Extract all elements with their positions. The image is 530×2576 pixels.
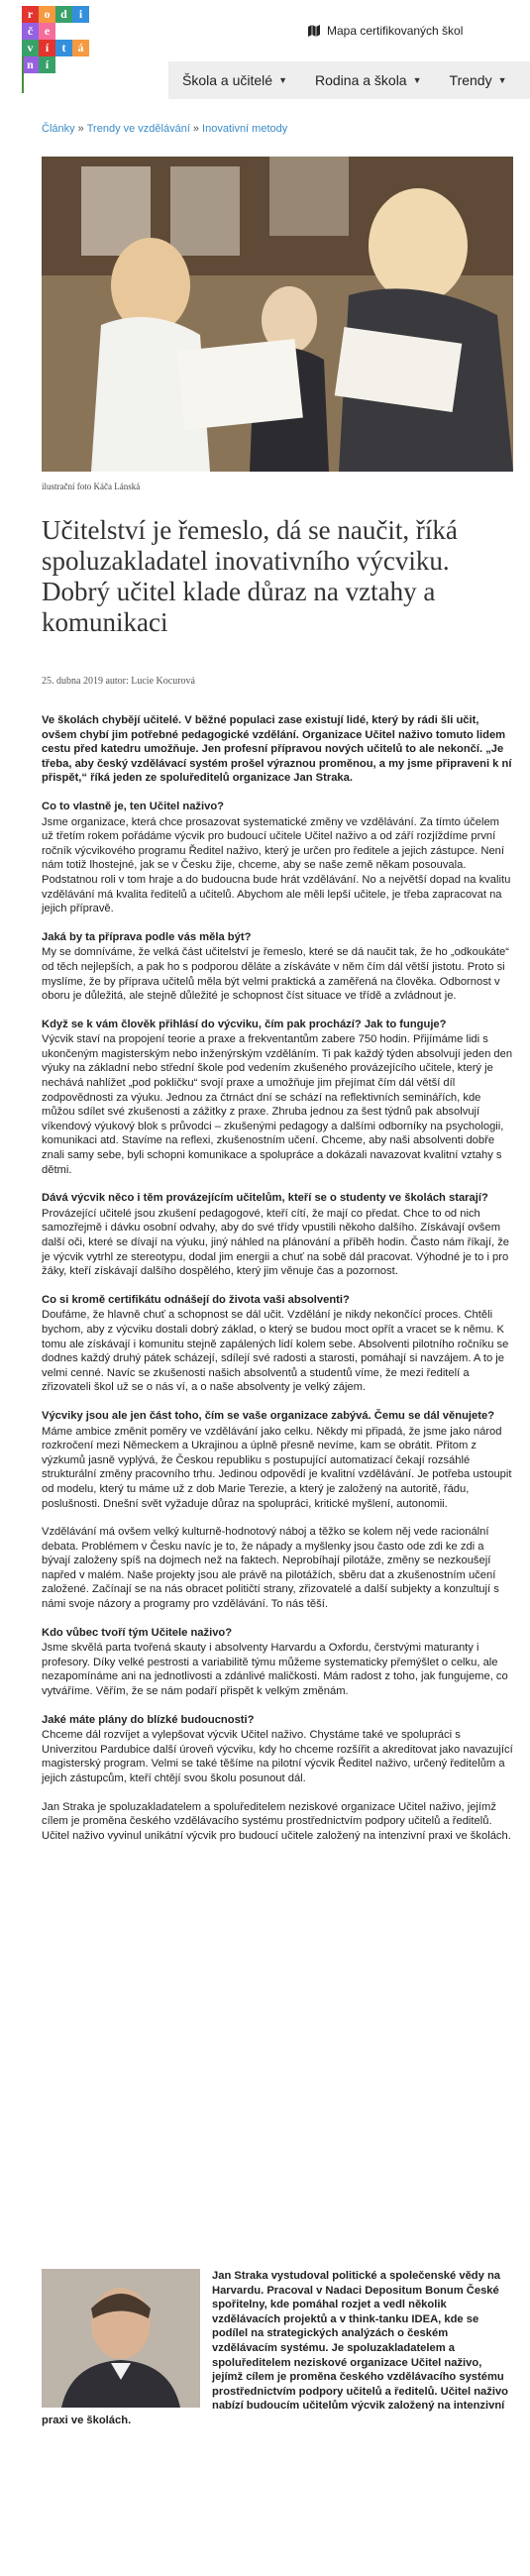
logo-letter: r [22, 6, 39, 23]
interview-question: Jaké máte plány do blízké budoucnosti? [42, 1713, 255, 1726]
article-meta: 25. dubna 2019 autor: Lucie Kocurová [42, 676, 195, 687]
nav-item-trendy[interactable] [436, 72, 521, 88]
interview-answer: Doufáme, že hlavně chuť a schopnost se dál učit. Vzdělání je nikdy nekončící proces. Chtěli bychom, aby z výcviku dostali dobrý základ, o který se budou moct opřít a vracet se k němu. K tomu ale získávají i komunitu stejně zapálených lidí kolem sebe. Absolventi pilotního ročníku se dodnes každý druhý pátek scházejí, sdílejí své radosti a starosti, pomáhají si navzájem. A to je velmi cenné. Navíc se zkušenosti našich absolventů a studentů víme, že mezi ředitelí a zřizovateli škol už se o nás ví, a o naše absolventy je velký zájem. [42, 1309, 509, 1394]
logo-letter: í [39, 56, 55, 73]
interview-answer: Výcvik staví na propojení teorie a praxe a frekventantům zabere 750 hodin. Přijímáme lidi s ukončeným magisterským nebo inženýrským vzděláním. Ti pak každý týden absolvují jeden den výuky na základní nebo střední škole pod vedením zkušeného provázejícího učitele, který je nechává nahlížet „pod pokličku“ svojí praxe a umožňuje jim přejímat čím dál větší díl zodpovědnosti za výuku. Jednou za čtrnáct dní se schází na reflektivních seminářích, kde můžou sdílet své zkušenosti a zážitky z praxe. Zhruba jednou za šest týdnů pak absolvují víkendový výukový blok s průvodci – zkušenými pedagogy a dalšími odborníky na psychologii, komunikaci atd. Stavíme na reflexi, zkušenostním učení. Chceme, aby naši absolventi dobře znali samy sebe, byli schopni komunikace a spolupráce a dokázali navazovat kvalitní vztahy s dětmi. [42, 1033, 513, 1176]
interview-question: Výcviky jsou ale jen část toho, čím se vaše organizace zabývá. Čemu se dál věnujete? [42, 1409, 495, 1422]
map-link-label: Mapa certifikovaných škol [327, 24, 464, 38]
nav-item-skola-a-ucitele[interactable] [168, 72, 301, 88]
logo-letter [72, 23, 89, 40]
logo-letter: o [39, 6, 55, 23]
interview-answer: Vzdělávání má ovšem velký kulturně-hodnotový náboj a těžko se kolem něj vede racionální debata. Problémem v Česku navíc je to, že nápady a myšlenky jsou často ode zdi ke zdi a bývají založeny spíš na dojmech než na faktech. Neprobíhají pilotáže, změny se nezkoušejí napřed v malém. Naše projekty jsou ale právě na pilotážích, sběru dat a zkušenostním učení založené. Začínají se na nás obracet političtí strany, zřizovatelé a další subjekty a konzultují s námi svoje názory a programy pro vzdělávání. To nás těší. [42, 1526, 499, 1611]
map-link[interactable] [307, 24, 463, 38]
interview-question: Co to vlastně je, ten Učitel naživo? [42, 800, 225, 812]
author-bio-text: Jan Straka vystudoval politické a společenské vědy na Harvardu. Pracoval v Nadaci Depositum Bonum České spořitelny, kde pomáhal rozjet a vedl několik vzdělávacích projektů a v think-tanku IDEA, kde se podílel na strategických analýzách o českém vzdělávacím systému. Je spoluzakladatelem a spoluředitelem neziskové organizace Učitel naživo, jejímž cílem je proměna českého vzdělávacího systému prostřednictvím podpory učitelů a ředitelů. Učitel naživo nabízí budoucím učitelům výcvik založený na intenzivní praxi ve školách. [42, 2270, 509, 2426]
nav-item-label: Škola a učitelé [182, 72, 273, 88]
article-lead: Ve školách chybějí učitelé. V běžné populaci zase existují lidé, který by rádi šli učit, ovšem chybí jim potřebné pedagogické vzdělání. Organizace Učitel naživo tomuto lidem cestu před katedru umožňuje. Jen profesní přípravou nových učitelů to ale nekončí. „Je třeba, aby český vzdělávací systém prošel výraznou proměnou, a my jsme připraveni k ní přispět,“ říká jeden ze spoluředitelů organizace Jan Straka. [42, 714, 512, 785]
breadcrumb-separator: » [77, 123, 84, 135]
article-title: Učitelství je řemeslo, dá se naučit, říká spoluzakladatel inovativního výcviku. Dobrý učitel klade důraz na vztahy a komunikaci [42, 515, 458, 637]
chevron-down-icon: ▼ [497, 75, 507, 85]
chevron-down-icon: ▼ [412, 75, 422, 85]
nav-item-label: Rodina a škola [314, 72, 407, 88]
author-photo [42, 2269, 200, 2408]
interview-question: Když se k vám člověk přihlásí do výcviku, čím pak prochází? Jak to funguje? [42, 1018, 447, 1030]
main-nav [168, 61, 530, 99]
interview-answer: My se domníváme, že velká část učitelství je řemeslo, které se dá naučit tak, že ho „odkoukáte“ od těch nejlepších, a pak ho s podporou děláte a získáváte v něm čím dál větší jistotu. Proto si myslíme, že by příprava učitelů měla být velmi praktická a zaměřená na člověka. Odbornost v oboru je důležitá, ale stejně důležité je schopnost číst situace ve třídě a zvládnout je. [42, 946, 509, 1003]
logo-letter: i [72, 6, 89, 23]
breadcrumb [42, 123, 287, 135]
logo-letter [55, 23, 72, 40]
breadcrumb-link[interactable]: Trendy ve vzdělávání [86, 123, 190, 135]
photo-caption: ilustrační foto Káča Lánská [42, 482, 141, 491]
interview-answer: Jsme organizace, která chce prosazovat systematické změny ve vzdělávání. Za tímto účelem už třetím rokem pořádáme výcvik pro budoucí učitele Učitel naživo a od září rozjíždíme první ročník výcvikového programu Ředitel naživo, který je určen pro ředitele a jejich zástupce. Není nám totiž lhostejné, jak se v Česku žije, chceme, aby se naše země někam posouvala. Podstatnou roli v tom hraje a do budoucna bude hrát vzdělávání. No a největší dopad na kvalitu vzdělávání má kvalita ředitelů a učitelů. Abychom ale měli lepší učitele, je třeba zapracovat na jejich přípravě. [42, 815, 511, 915]
logo-letter: á [72, 40, 89, 56]
logo-letter [55, 56, 72, 73]
chevron-down-icon: ▼ [278, 75, 287, 85]
site-logo[interactable] [22, 6, 89, 93]
interview-question: Kdo vůbec tvoří tým Učitele naživo? [42, 1626, 233, 1639]
site-header [0, 0, 530, 117]
logo-tail [22, 56, 24, 93]
interview-answer: Provázející učitelé jsou zkušení pedagogové, kteří cítí, že mají co předat. Chce to od nich samozřejmě i dávku osobní odvahy, aby do své třídy vpustili někoho dalšího. Získávají ovšem další oči, které se dívají na výuku, jiný náhled na plánování a příběh hodin. Často nám říkají, že je výcvik vytrhl ze stereotypu, dodal jim energii a chuť na sobě dál pracovat. Výhodné je to i pro žáky, kteří získávají dalšího dospělého, který jim věnuje čas a pozornost. [42, 1207, 510, 1278]
author-portrait [42, 2269, 200, 2408]
interview-answer: Jsme skvělá parta tvořená skauty i absolventy Harvardu a Oxfordu, čerstvými maturanty i profesory. Díky velké pestrosti a variabilitě týmu můžeme systematicky přemýšlet o celku, ale nezapomínáme ani na jednotlivosti a zdánlivé maličkosti. Mám radost z toho, jak fungujeme, co vytváříme. Věřím, že se nám podaří přispět k velkým změnám. [42, 1642, 508, 1698]
map-icon [307, 24, 321, 38]
author-bio [42, 2269, 513, 2428]
logo-letter: e [39, 23, 55, 40]
interview-answer: Chceme dál rozvíjet a vylepšovat výcvik Učitel naživo. Chystáme také ve spolupráci s Univerzitou Pardubice další úroveň výcviku, kdy ho chceme rozšířit a akreditovat jako navazující magisterský program. Velmi se také těšíme na pilotní výcvik Ředitel naživo, určený ředitelům a jejich zástupcům, kteří chtějí svou školu posunout dál. [42, 1729, 513, 1784]
logo-letter: č [22, 23, 39, 40]
article-body [42, 713, 513, 1857]
interview-question: Dává výcvik něco i těm provázejícím učitelům, kteří se o studenty ve školách starají? [42, 1192, 488, 1205]
logo-grid [22, 6, 89, 73]
nav-item-label: Trendy [449, 72, 492, 88]
logo-letter [72, 56, 89, 73]
breadcrumb-link[interactable]: Inovativní metody [202, 123, 288, 135]
hero-photo [42, 157, 513, 472]
logo-letter: t [55, 40, 72, 56]
logo-letter: d [55, 6, 72, 23]
breadcrumb-separator: » [192, 123, 200, 135]
article-sections [42, 800, 513, 1843]
breadcrumb-link[interactable]: Články [42, 123, 75, 135]
logo-letter: n [22, 56, 39, 73]
interview-question: Jaká by ta příprava podle vás měla být? [42, 930, 252, 943]
hero-illustration [42, 157, 513, 472]
nav-item-rodina-a-skola[interactable] [301, 72, 436, 88]
logo-letter: í [39, 40, 55, 56]
interview-question: Co si kromě certifikátu odnášejí do života vaši absolventi? [42, 1293, 350, 1306]
interview-answer: Jan Straka je spoluzakladatelem a spoluředitelem neziskové organizace Učitel naživo, jejímž cílem je proměna českého vzdělávacího systému prostřednictvím podpory učitelů a ředitelů. Učitel naživo vyvinul unikátní výcvik pro budoucí učitele založený na intenzivní praxi ve školách. [42, 1800, 511, 1842]
interview-answer: Máme ambice změnit poměry ve vzdělávání jako celku. Někdy mi připadá, že jsme jako národ rozkročení mezi Německem a Ukrajinou a úplně přesně nevíme, kam se obrátit. Přitom z výzkumů jasně vyplývá, že Českou republiku s postupující automatizací čekají rozsáhlé strukturální změny pracovního trhu. Jedinou odpovědí je kvalitní vzdělávání. Je potřeba ustoupit od modelu, který tu máme už z dob Marie Terezie, a který je založený na autoritě, řádu, poslušnosti. Dnešní svět vyžaduje důraz na spolupráci, kritické myšlení, autonomii. [42, 1425, 512, 1510]
logo-letter: v [22, 40, 39, 56]
